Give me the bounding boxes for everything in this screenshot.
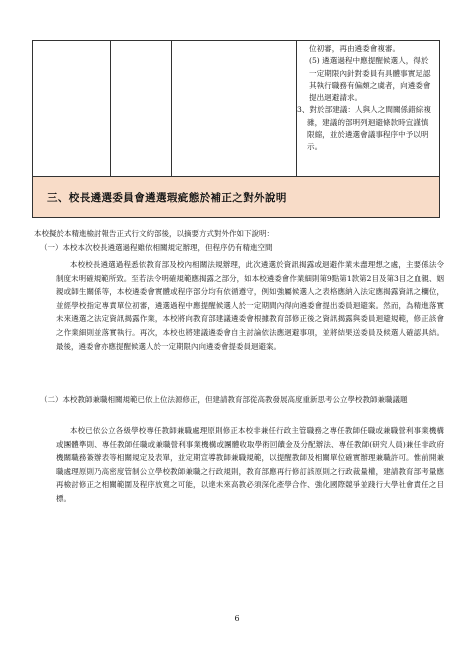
item-2-heading: （二）本校教師兼職相關規範已依上位法源修正，但建請教育部從高教發展高度重新思考公立學校教師兼職議題: [40, 395, 408, 404]
section-header: [32, 176, 440, 218]
table-column-1: [33, 41, 111, 176]
table-line-1: 位初審，再由遴委會複審。: [309, 44, 401, 53]
item-1-paragraph: 本校校長遴選過程悉依教育部及校內相關法規辦理，此次遴選於資訊揭露或迴避作業未盡理想之處，主要係法令制度未明確規範所致。至若法令明確規範應揭露之部分，如本校遴委會作業細則第9點第1款第2目及第3目之血親、姻親或師生關係等，本校遴委會實體或程序部分均有依循遵守，例如強屬候選人之表格應納入法定應揭露資訊之欄位，並經學校指定專責單位初審，遴選過程中應提醒候選人於一定期間內得向遴委會提出委員迴避案。然而，為精進落實未來遴選之法定資訊揭露作業，本校將向教育部建議遴委會根據教育部修正後之資訊揭露與委員迴避規範，修正該會之作業細則並落實執行。再次，本校也將建議遴委會自主討論依法應迴避事項，並將結果送委員及候選人確認具結。最後，遴委會亦應提醒候選人於一定期限內向遴委會提委員迴避案。: [56, 260, 444, 351]
section-title: 三、校長遴選委員會遴選瑕疵態於補正之對外說明: [47, 192, 287, 204]
intro-text: 本校擬於本精進檢討報告正式行文約部後，以摘要方式對外作如下說明：: [34, 229, 274, 238]
table-column-3: [171, 41, 297, 176]
table-column-4: [297, 43, 433, 154]
table-line-3: 3、對於部建議：人與人之間關係錯綜複雜，建議的部明列迴避條款時宜謹慎限縮，並於遴選會議事程序中予以明示。: [297, 105, 431, 152]
item-2-paragraph: 本校已依公立各級學校專任教師兼職處理原則修正本校非兼任行政主管職務之專任教師任職或兼職營利事業機構或團體準則、專任教師任職或兼職營利事業機構或團體收取學術回饋金及分配辦法、專任教師(研究人員)兼任非政府機關職務簽辦表等相關規定及表單，並定期宣導教師兼職規範，以提醒教師及相關單位確實辦理兼職許可。惟前開兼職處理原則乃高密度管制公立學校教師兼職之行政規則，教育部應再行修訂該原則之行政裁量權，建請教育部考量應再檢討修正之相關範圍及程序放寬之可能，以達未來高教必須深化產學合作、強化國際競爭並踐行大學社會責任之目標。: [56, 426, 444, 503]
table-line-2: (5) 遴選過程中應提醒候選人，得於一定期限內針對委員有具體事實足認其執行職務有偏頗之虞者，向遴委會提出迴避請求。: [309, 56, 431, 103]
item-1-heading: （一）本校本次校長遴選過程雖依相關規定辦理，但程序仍有精進空間: [40, 243, 273, 252]
review-table: [32, 40, 440, 176]
page-number: 6: [234, 614, 240, 623]
table-column-2: [110, 41, 172, 176]
